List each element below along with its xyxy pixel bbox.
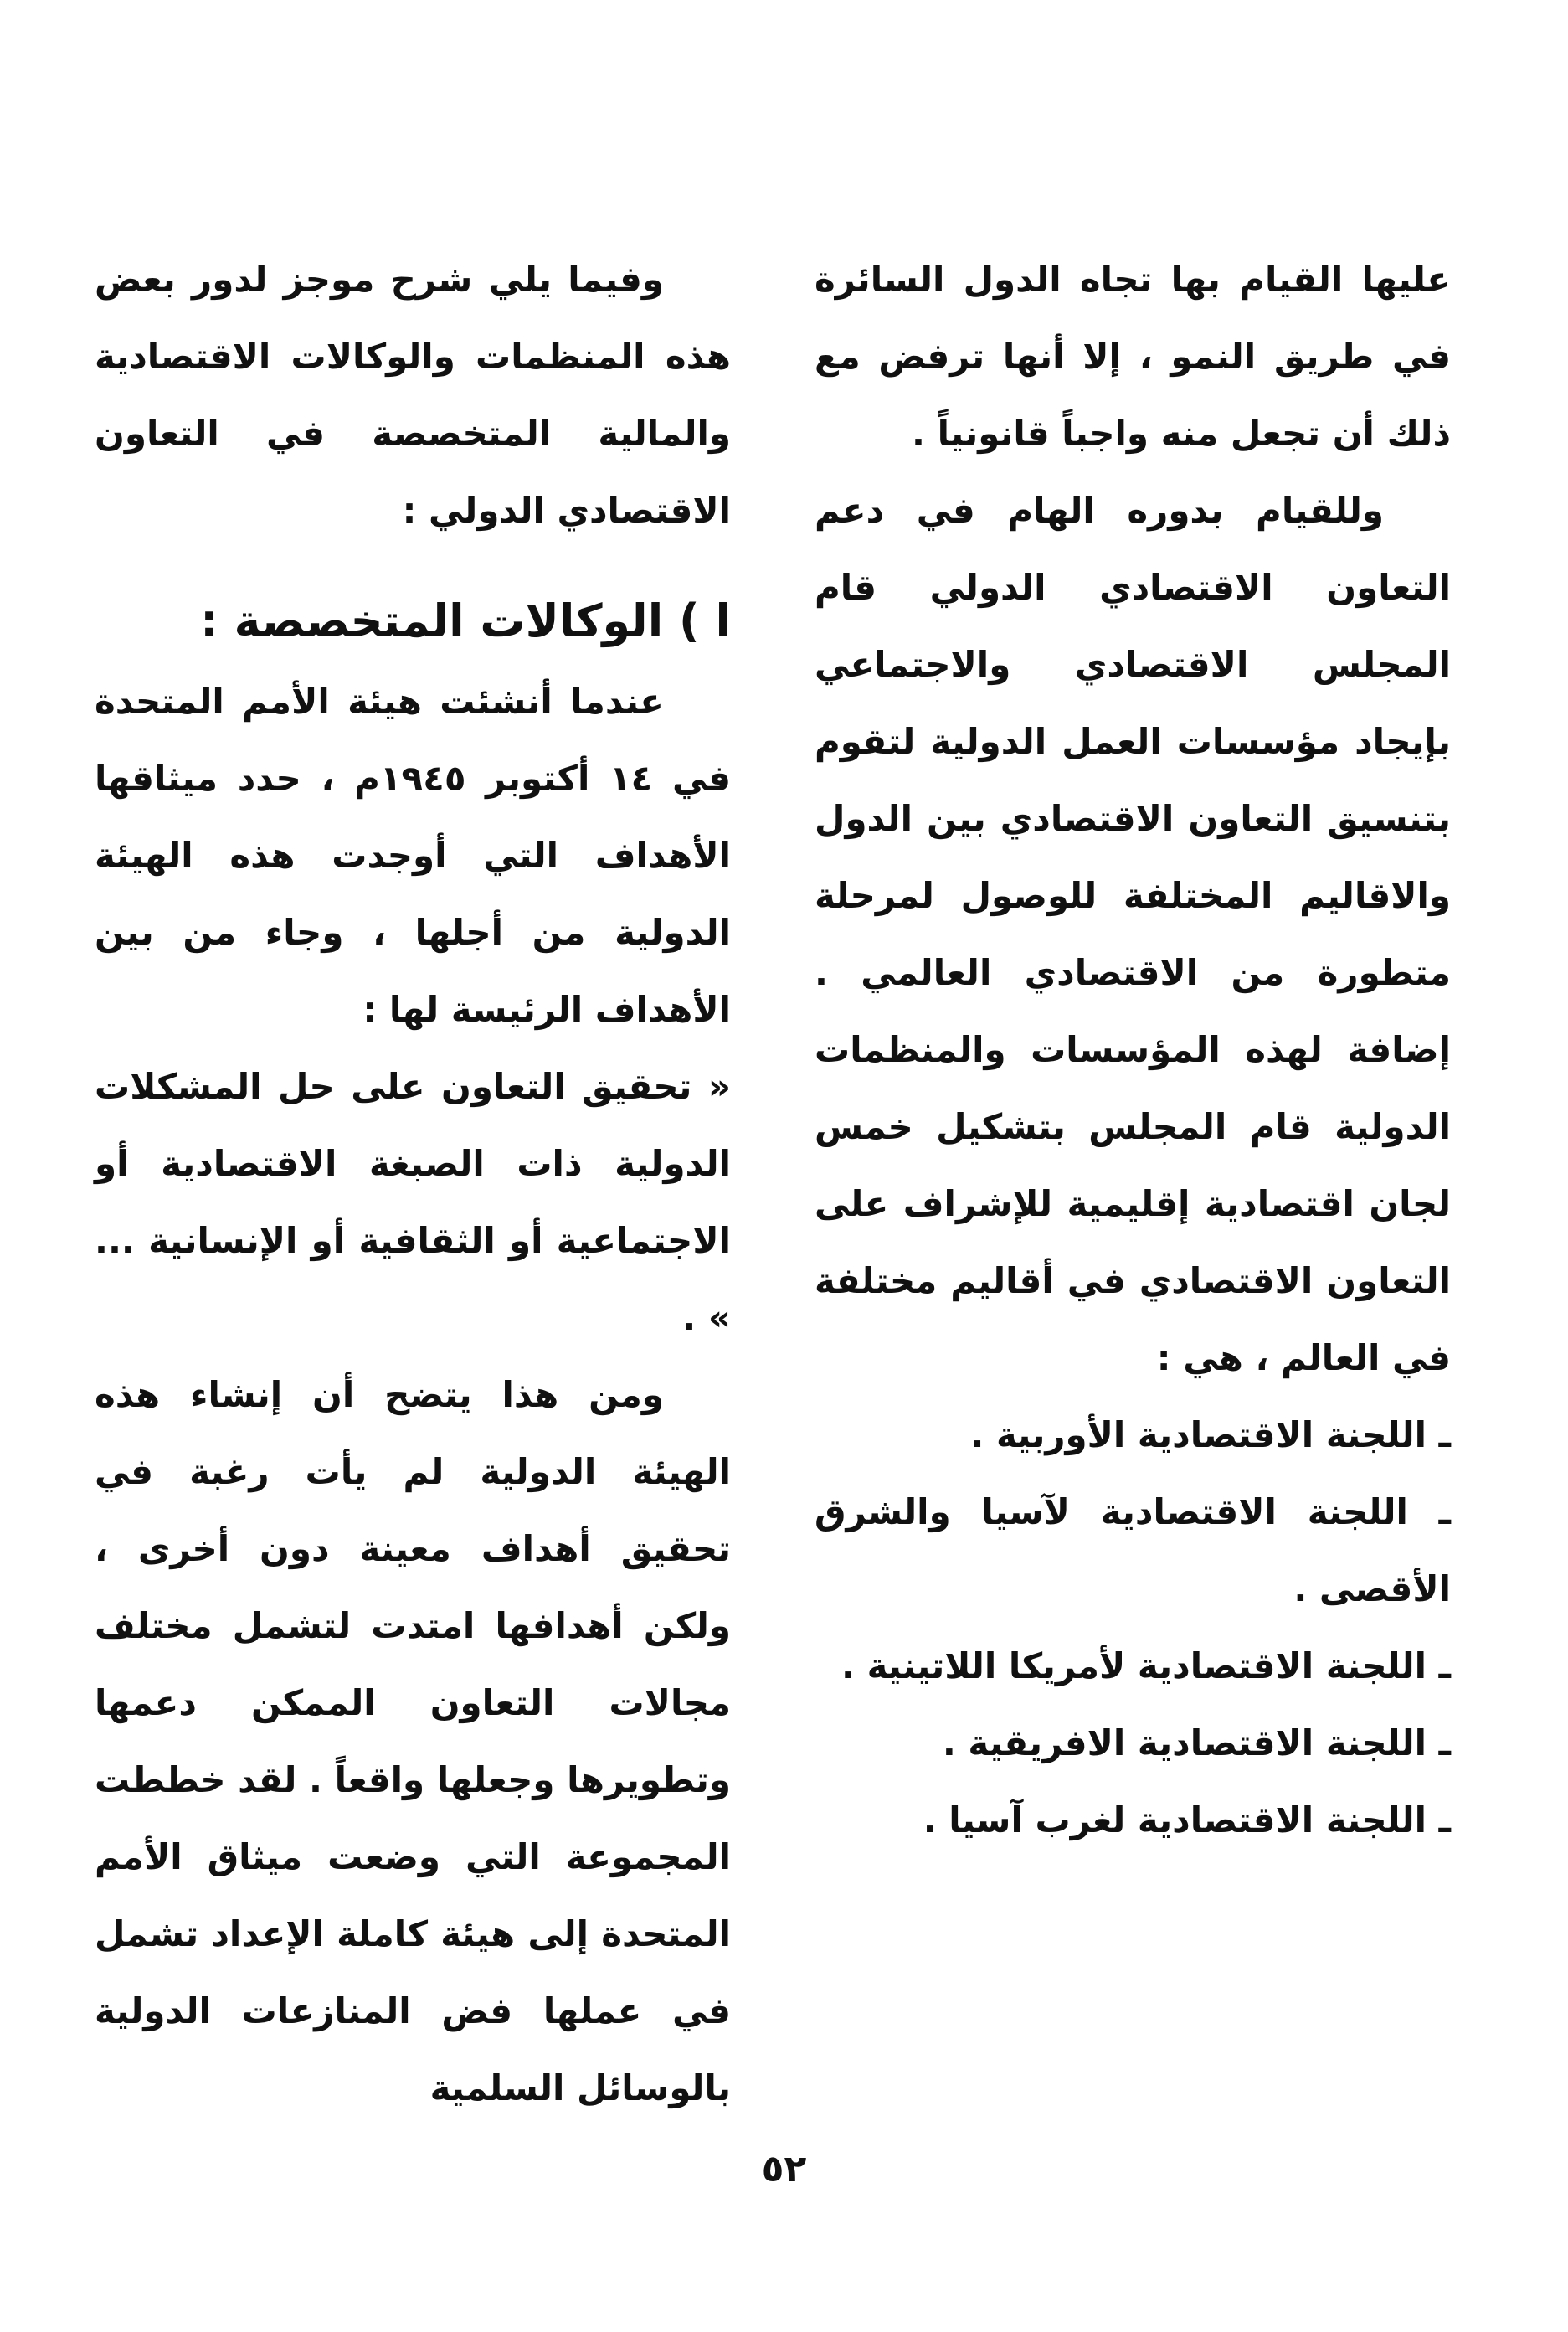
section-heading: ا ) الوكالات المتخصصة : xyxy=(200,595,731,647)
left-paragraph-3: ومن هذا يتضح أن إنشاء هذه الهيئة الدولية لم يأت رغبة في تحقيق أهداف معينة دون أخرى ، ولكن أهدافها امتدت لتشمل مختلف مجالات التعاون الممكن دعمها وتطويرها وجعلها واقعاً . لقد خططت المجموعة التي وضعت ميثاق الأمم المتحدة إلى هيئة كاملة الإعداد تشمل في عملها فض المنازعات الدولية بالوسائل السلمية xyxy=(95,1374,731,2108)
committee-list-item-4: ـ اللجنة الاقتصادية الافريقية . xyxy=(942,1722,1451,1763)
page-number: ٥٢ xyxy=(761,2148,807,2190)
committee-list-item-2: ـ اللجنة الاقتصادية لآسيا والشرق الأقصى . xyxy=(815,1491,1451,1609)
left-column xyxy=(95,241,731,2127)
left-paragraph-1: وفيما يلي شرح موجز لدور بعض هذه المنظمات والوكالات الاقتصادية والمالية المتخصصة في التعاون الاقتصادي الدولي : xyxy=(95,259,731,531)
committee-list-item-1: ـ اللجنة الاقتصادية الأوربية . xyxy=(970,1414,1451,1455)
left-paragraph-2: عندما أنشئت هيئة الأمم المتحدة في ١٤ أكتوبر ١٩٤٥م ، حدد ميثاقها الأهداف التي أوجدت هذه الهيئة الدولية من أجلها ، وجاء من بين الأهداف الرئيسة لها : xyxy=(95,681,731,1030)
right-paragraph-2: وللقيام بدوره الهام في دعم التعاون الاقتصادي الدولي قام المجلس الاقتصادي والاجتماعي بإيجاد مؤسسات العمل الدولية لتقوم بتنسيق التعاون الاقتصادي بين الدول والاقاليم المختلفة للوصول لمرحلة متطورة من الاقتصادي العالمي . إضافة لهذه المؤسسات والمنظمات الدولية قام المجلس بتشكيل خمس لجان اقتصادية إقليمية للإشراف على التعاون الاقتصادي في أقاليم مختلفة في العالم ، هي : xyxy=(815,490,1451,1378)
committee-list-item-3: ـ اللجنة الاقتصادية لأمريكا اللاتينية . xyxy=(841,1645,1451,1686)
right-column xyxy=(815,241,1451,1859)
committee-list-item-5: ـ اللجنة الاقتصادية لغرب آسيا . xyxy=(923,1799,1451,1840)
right-paragraph-1: عليها القيام بها تجاه الدول السائرة في طريق النمو ، إلا أنها ترفض مع ذلك أن تجعل منه واجباً قانونياً . xyxy=(815,259,1451,454)
charter-quote: « تحقيق التعاون على حل المشكلات الدولية ذات الصبغة الاقتصادية أو الاجتماعية أو الثقافية أو الإنسانية ... » . xyxy=(95,1066,731,1338)
